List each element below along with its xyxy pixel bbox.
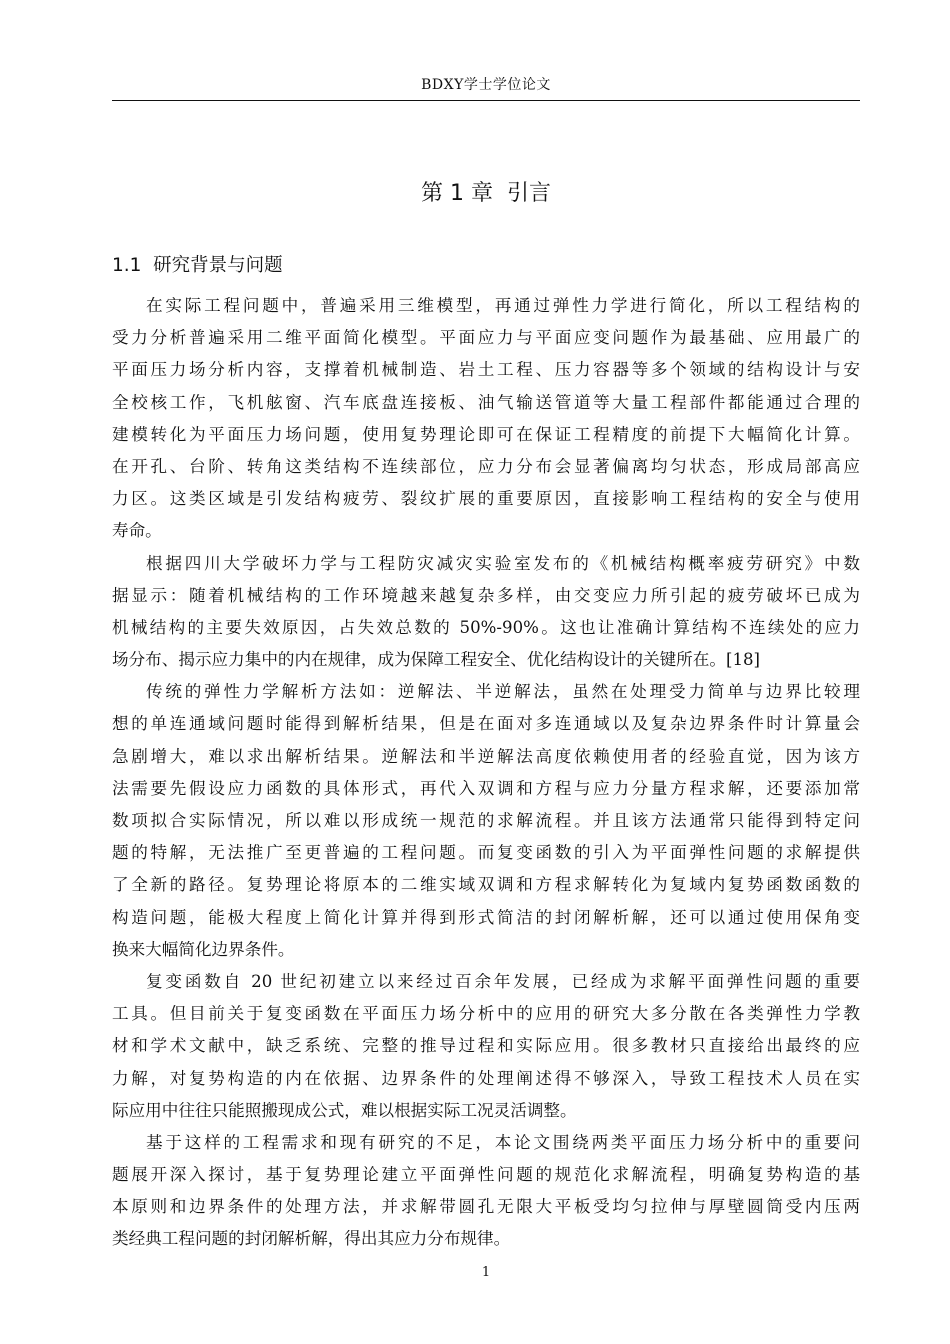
running-header: BDXY学士学位论文	[421, 77, 551, 93]
paragraph-4	[112, 966, 860, 1127]
text-line: 根据四川大学破坏力学与工程防灾减灾实验室发布的《机械结构概率疲劳研究》中数	[146, 553, 860, 573]
text-line: 全校核工作，飞机舷窗、汽车底盘连接板、油气输送管道等大量工程部件都能通过合理的	[112, 392, 860, 412]
text-line: 传统的弹性力学解析方法如：逆解法、半逆解法，虽然在处理受力简单与边界比较理	[146, 682, 860, 702]
text-line: 题展开深入探讨，基于复势理论建立平面弹性问题的规范化求解流程，明确复势构造的基	[112, 1165, 860, 1185]
text-line: 际应用中往往只能照搬现成公式，难以根据实际工况灵活调整。	[112, 1100, 577, 1120]
page-number: 1	[481, 1265, 491, 1280]
text-line: 场分布、揭示应力集中的内在规律，成为保障工程安全、优化结构设计的关键所在。[18]	[112, 650, 761, 670]
paragraph-2	[112, 548, 860, 677]
text-line: 受力分析普遍采用二维平面简化模型。平面应力与平面应变问题作为最基础、应用最广的	[112, 328, 860, 348]
text-line: 在实际工程问题中，普遍采用三维模型，再通过弹性力学进行简化，所以工程结构的	[146, 296, 860, 315]
text-line: 建模转化为平面压力场问题，使用复势理论即可在保证工程精度的前提下大幅简化计算。	[112, 424, 860, 444]
text-line: 机械结构的主要失效原因，占失效总数的 50%-90%。这也让准确计算结构不连续处的应力	[112, 617, 860, 637]
text-line: 数项拟合实际情况，所以难以形成统一规范的求解流程。并且该方法通常只能得到特定问	[112, 811, 860, 830]
text-line: 寿命。	[112, 521, 162, 541]
text-line: 平面压力场分析内容，支撑着机械制造、岩土工程、压力容器等多个领域的结构设计与安	[112, 360, 860, 380]
paragraph-3	[112, 676, 860, 966]
text-line: 类经典工程问题的封闭解析解，得出其应力分布规律。	[112, 1229, 511, 1249]
text-line: 了全新的路径。复势理论将原本的二维实域双调和方程求解转化为复域内复势函数函数的	[112, 875, 860, 895]
text-line: 材和学术文献中，缺乏系统、完整的推导过程和实际应用。很多教材只直接给出最终的应	[112, 1036, 860, 1056]
header-rule	[112, 100, 860, 101]
text-line: 换来大幅简化边界条件。	[112, 939, 295, 959]
text-line: 本原则和边界条件的处理方法，并求解带圆孔无限大平板受均匀拉伸与厚壁圆筒受内压两	[112, 1197, 860, 1217]
paragraph-1	[112, 290, 860, 548]
text-line: 急剧增大，难以求出解析结果。逆解法和半逆解法高度依赖使用者的经验直觉，因为该方	[112, 746, 860, 766]
chapter-title: 第 1 章 引言	[421, 181, 551, 206]
text-line: 力解，对复势构造的内在依据、边界条件的处理阐述得不够深入，导致工程技术人员在实	[112, 1068, 860, 1088]
text-line: 想的单连通域问题时能得到解析结果，但是在面对多连通域以及复杂边界条件时计算量会	[112, 714, 860, 734]
text-line: 法需要先假设应力函数的具体形式，再代入双调和方程与应力分量方程求解，还要添加常	[112, 778, 860, 798]
text-line: 工具。但目前关于复变函数在平面压力场分析中的应用的研究大多分散在各类弹性力学教	[112, 1004, 860, 1024]
text-line: 据显示：随着机械结构的工作环境越来越复杂多样，由交变应力所引起的疲劳破坏已成为	[112, 585, 860, 605]
text-line: 题的特解，无法推广至更普遍的工程问题。而复变函数的引入为平面弹性问题的求解提供	[112, 843, 860, 863]
text-line: 力区。这类区域是引发结构疲劳、裂纹扩展的重要原因，直接影响工程结构的安全与使用	[112, 489, 860, 509]
section-title: 1.1 研究背景与问题	[112, 255, 283, 276]
body-text	[112, 290, 860, 1256]
text-line: 构造问题，能极大程度上简化计算并得到形式简洁的封闭解析解，还可以通过使用保角变	[112, 907, 860, 927]
text-line: 在开孔、台阶、转角这类结构不连续部位，应力分布会显著偏离均匀状态，形成局部高应	[112, 456, 860, 476]
text-line: 复变函数自 20 世纪初建立以来经过百余年发展，已经成为求解平面弹性问题的重要	[146, 971, 860, 991]
text-line: 基于这样的工程需求和现有研究的不足，本论文围绕两类平面压力场分析中的重要问	[146, 1132, 860, 1152]
paragraph-5	[112, 1127, 860, 1256]
